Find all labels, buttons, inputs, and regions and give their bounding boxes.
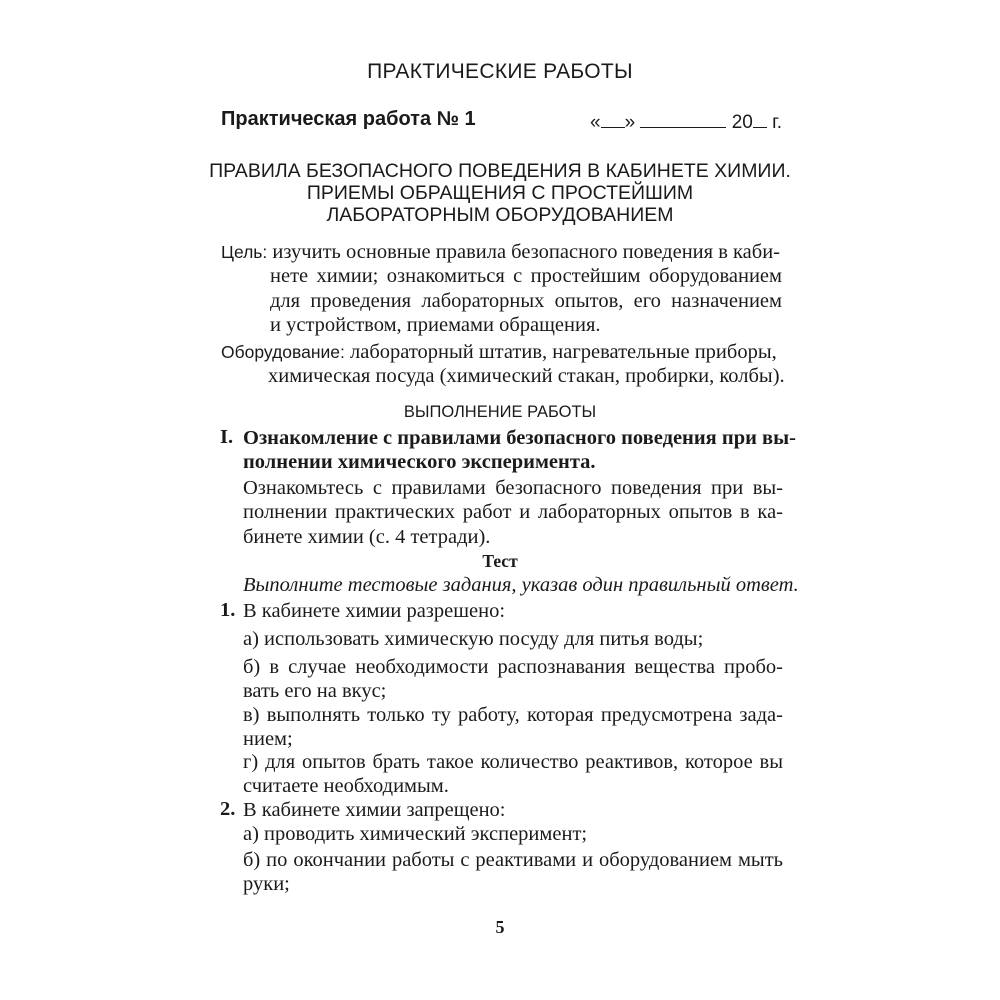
answer-option-line: руки; [243,873,290,896]
equipment-text: лабораторный штатив, нагревательные приборы, [350,341,777,363]
answer-option-line: б) в случае необходимости распознавания вещества пробо- [243,656,783,678]
goal-first-line [221,240,780,264]
topic-line: ПРАВИЛА БЕЗОПАСНОГО ПОВЕДЕНИЯ В КАБИНЕТЕ ХИМИИ. [209,160,791,182]
topic-line: ЛАБОРАТОРНЫМ ОБОРУДОВАНИЕМ [326,204,674,226]
answer-option-line: б) по окончании работы с реактивами и оборудованием мыть [243,849,783,871]
answer-option-line: г) для опытов брать такое количество реактивов, которое вы [243,751,783,773]
goal-line: нете химии; ознакомиться с простейшим оборудованием [270,265,782,288]
section1-body [243,476,783,549]
answer-option [243,750,783,799]
equipment-second-line: химическая посуда (химический стакан, пробирки, колбы). [268,365,785,388]
equipment-first-line [221,340,777,364]
date-year-prefix: 20 [731,112,753,133]
section1-heading-line: Ознакомление с правилами безопасного поведения при вы- [243,427,796,449]
section-title: ПРАКТИЧЕСКИЕ РАБОТЫ [367,60,633,83]
goal-line: для проведения лабораторных опытов, его назначением [270,289,782,312]
question-number: 2. [220,798,236,820]
date-close-quote: » [624,112,636,133]
date-field [590,109,782,134]
answer-option [243,703,783,752]
answer-option [243,848,783,897]
date-open-quote: « [590,112,601,133]
topic-line: ПРИЕМЫ ОБРАЩЕНИЯ С ПРОСТЕЙШИМ [306,182,694,204]
section1-body-line: бинете химии (с. 4 тетради). [243,525,491,548]
section1-heading-line: полнении химического эксперимента. [243,451,596,474]
test-title: Тест [482,551,518,571]
answer-option-line: нием; [243,728,293,751]
work-title: Практическая работа № 1 [221,108,476,130]
answer-option-line: вать его на вкус; [243,680,387,703]
section1-heading [243,426,796,475]
equipment-label: Оборудование: [221,342,345,362]
goal-continuation [270,264,782,337]
answer-option-line: в) выполнять только ту работу, которая предусмотрена зада- [243,704,783,726]
execution-title: ВЫПОЛНЕНИЕ РАБОТЫ [403,403,597,421]
question-text: В кабинете химии запрещено: [243,799,506,821]
question-text: В кабинете химии разрешено: [243,600,506,622]
goal-label: Цель: [221,242,268,262]
page-number: 5 [495,917,505,937]
goal-line: и устройством, приемами обращения. [270,313,601,336]
date-day-blank [601,109,625,128]
answer-option: а) проводить химический эксперимент; [243,823,588,845]
answer-option-line: считаете необходимым. [243,775,449,798]
answer-option: а) использовать химическую посуду для питья воды; [243,628,704,650]
work-topic [180,160,820,226]
date-year-suffix: г. [766,112,783,133]
date-month-blank [640,109,726,128]
test-instruction: Выполните тестовые задания, указав один правильный ответ. [243,574,799,596]
answer-option [243,655,783,704]
date-year-blank [753,109,767,128]
section1-number: I. [220,426,234,448]
section1-body-line: полнении практических работ и лабораторных опытов в ка- [243,501,783,524]
section1-body-line: Ознакомьтесь с правилами безопасного поведения при вы- [243,477,783,499]
goal-text: изучить основные правила безопасного поведения в каби- [272,241,780,263]
question-number: 1. [220,599,236,621]
